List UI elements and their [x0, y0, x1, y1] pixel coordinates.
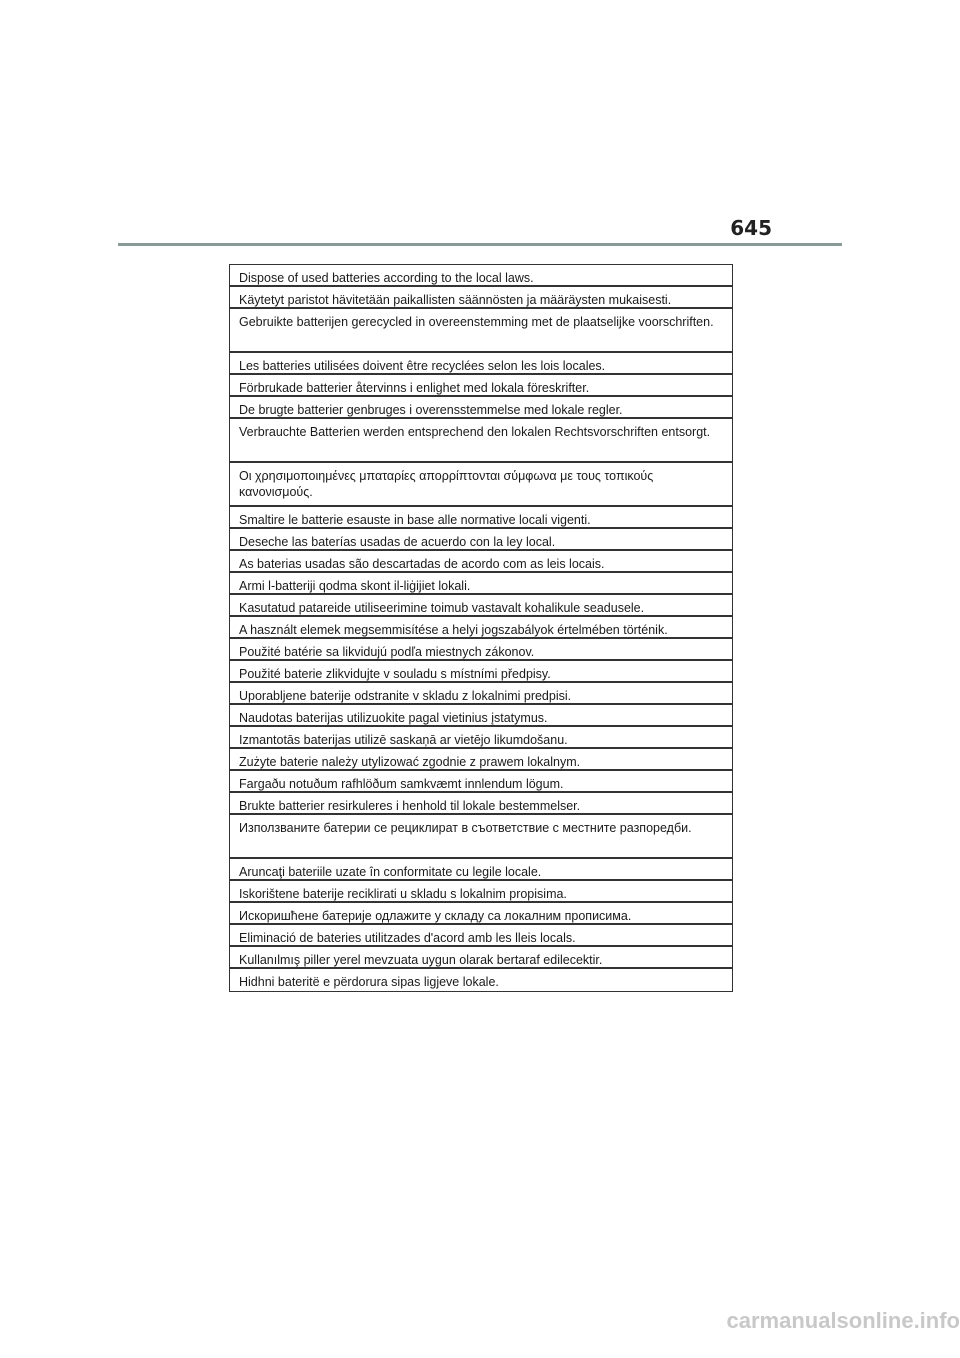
notice-row: Dispose of used batteries according to the local laws. — [230, 265, 732, 287]
notice-row: Hidhni bateritë e përdorura sipas ligjeve lokale. — [239, 975, 499, 989]
notice-row: Fargaðu notuðum rafhlöðum samkvæmt innlendum lögum. — [230, 771, 732, 793]
notice-row: Smaltire le batterie esauste in base alle normative locali vigenti. — [230, 507, 732, 529]
notice-row: Οι χρησιμοποιημένες μπαταρίες απορρίπτονται σύμφωνα με τους τοπικούς κανονισμούς. — [230, 463, 732, 507]
notice-row: Deseche las baterías usadas de acuerdo con la ley local. — [230, 529, 732, 551]
page-number: 645 — [730, 216, 772, 240]
notice-row: Förbrukade batterier återvinns i enlighet med lokala föreskrifter. — [230, 375, 732, 397]
notice-row: Iskorištene baterije reciklirati u skladu s lokalnim propisima. — [230, 881, 732, 903]
notice-row: Искоришћене батерије одлажите у складу са локалним прописима. — [230, 903, 732, 925]
notice-row: Zużyte baterie należy utylizować zgodnie z prawem lokalnym. — [230, 749, 732, 771]
notice-row: Verbrauchte Batterien werden entsprechend den lokalen Rechtsvorschriften entsorgt. — [230, 419, 732, 463]
notice-row: A használt elemek megsemmisítése a helyi jogszabályok értelmében történik. — [230, 617, 732, 639]
notice-row: Naudotas baterijas utilizuokite pagal vietinius įstatymus. — [230, 705, 732, 727]
notice-row: Kullanılmış piller yerel mevzuata uygun olarak bertaraf edilecektir. — [230, 947, 732, 969]
notice-row: Použité batérie sa likvidujú podľa miestnych zákonov. — [230, 639, 732, 661]
notice-row: Použité baterie zlikvidujte v souladu s místními předpisy. — [230, 661, 732, 683]
header-rule — [118, 243, 842, 246]
notice-row: Izmantotās baterijas utilizē saskaņā ar vietējo likumdošanu. — [230, 727, 732, 749]
notice-row: Uporabljene baterije odstranite v skladu z lokalnimi predpisi. — [230, 683, 732, 705]
notice-row: Käytetyt paristot hävitetään paikallisten säännösten ja määräysten mukaisesti. — [230, 287, 732, 309]
notice-row: Aruncaţi bateriile uzate în conformitate cu legile locale. — [230, 859, 732, 881]
notice-row: Използваните батерии се рециклират в съответствие с местните разпоредби. — [230, 815, 732, 859]
notice-row: Eliminació de bateries utilitzades d'acord amb les lleis locals. — [230, 925, 732, 947]
notice-row: Gebruikte batterijen gerecycled in overeenstemming met de plaatselijke voorschriften. — [230, 309, 732, 353]
notice-row: Armi l-batteriji qodma skont il-liġijiet lokali. — [230, 573, 732, 595]
notice-row: Les batteries utilisées doivent être recyclées selon les lois locales. — [230, 353, 732, 375]
battery-disposal-table — [229, 264, 733, 992]
notice-row: De brugte batterier genbruges i overensstemmelse med lokale regler. — [230, 397, 732, 419]
notice-row: Kasutatud patareide utiliseerimine toimub vastavalt kohalikule seadusele. — [230, 595, 732, 617]
notice-row: Brukte batterier resirkuleres i henhold til lokale bestemmelser. — [230, 793, 732, 815]
notice-row: As baterias usadas são descartadas de acordo com as leis locais. — [230, 551, 732, 573]
watermark: carmanualsonline.info — [726, 1308, 960, 1333]
